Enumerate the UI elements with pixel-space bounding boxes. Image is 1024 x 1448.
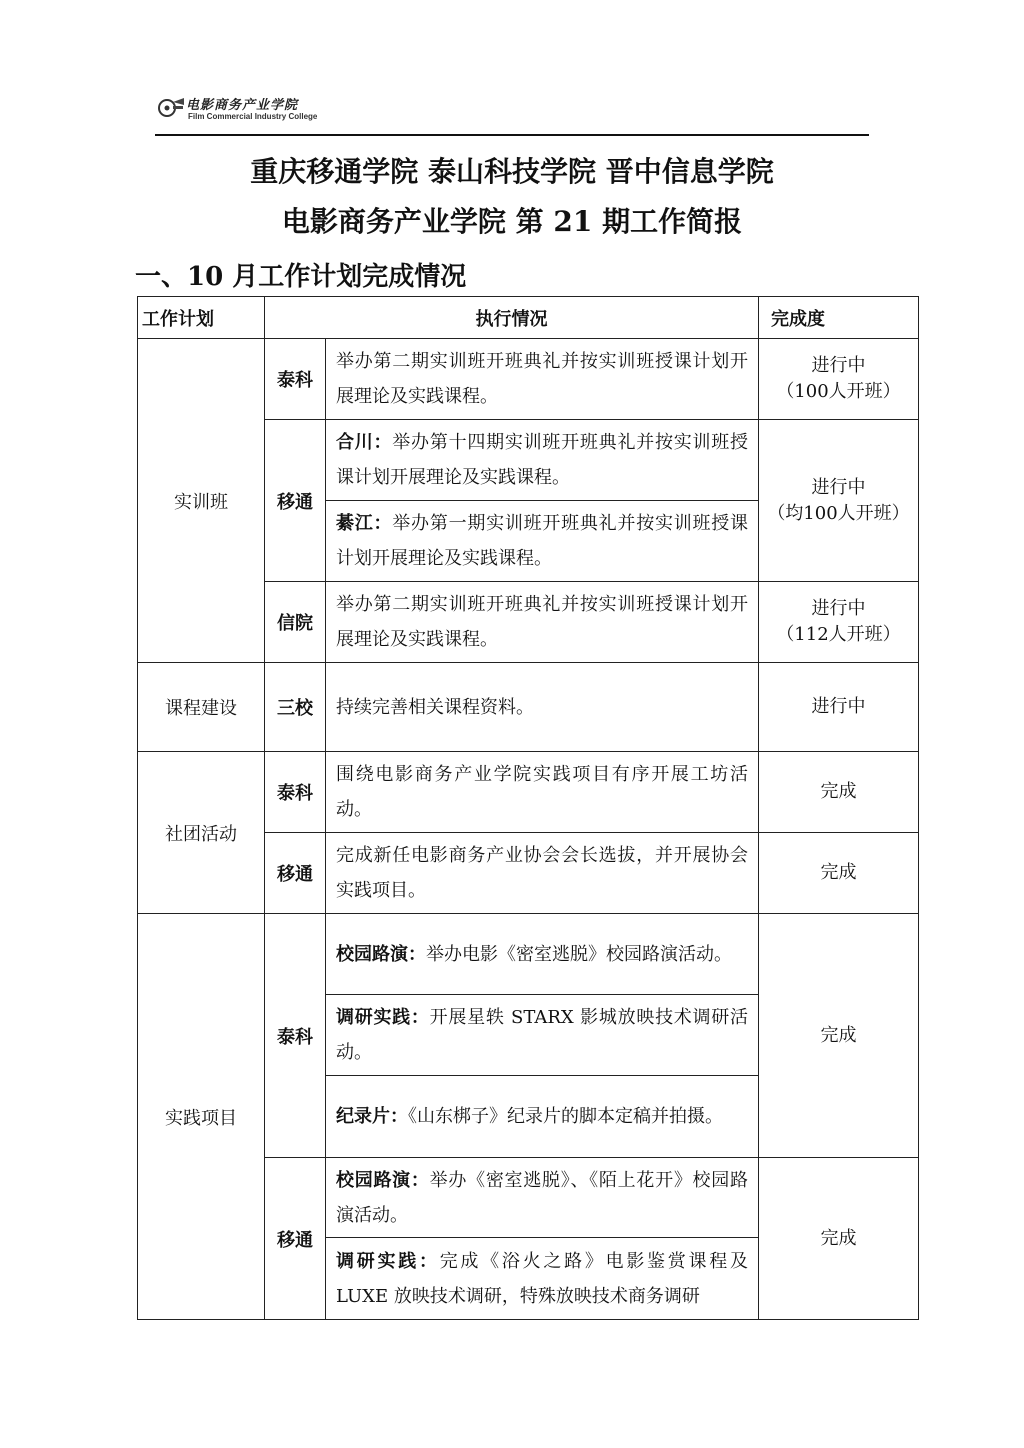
execution-text: 持续完善相关课程资料。 <box>336 696 534 718</box>
status-text: 进行中 <box>811 598 866 619</box>
school-cell: 移通 <box>265 1158 326 1320</box>
execution-cell <box>326 1238 759 1320</box>
status-note: （112人开班） <box>776 624 901 645</box>
status-text: 完成 <box>820 1024 857 1046</box>
execution-label: 校园路演： <box>336 943 426 965</box>
school-cell: 泰科 <box>265 752 326 833</box>
execution-cell <box>326 914 759 995</box>
report-title-line1: 重庆移通学院 泰山科技学院 晋中信息学院 <box>250 155 774 188</box>
table-header-row <box>138 297 919 339</box>
execution-cell <box>326 752 759 833</box>
college-logo <box>158 92 328 130</box>
table-row <box>138 339 919 420</box>
status-text: 进行中 <box>811 476 866 498</box>
execution-cell <box>326 501 759 582</box>
section-heading: 一、10 月工作计划完成情况 <box>135 262 467 292</box>
execution-text: 举办第一期实训班开班典礼并按实训班授课计划开展理论及实践课程。 <box>336 513 749 569</box>
report-title-line2: 电影商务产业学院 第 21 期工作简报 <box>281 205 743 238</box>
execution-label: 綦江： <box>336 513 393 534</box>
logo-english-name: Film Commercial Industry College <box>188 112 318 121</box>
school-cell: 信院 <box>265 582 326 663</box>
school-cell: 三校 <box>265 663 326 752</box>
execution-cell <box>326 1158 759 1238</box>
status-cell <box>759 1158 919 1320</box>
table-row <box>138 752 919 833</box>
execution-text: 完成新任电影商务产业协会会长选拔，并开展协会实践项目。 <box>336 845 748 901</box>
status-text: 进行中 <box>811 696 866 717</box>
school-cell: 泰科 <box>265 914 326 1158</box>
status-cell <box>759 582 919 663</box>
school-cell: 移通 <box>265 420 326 582</box>
execution-label: 纪录片： <box>336 1106 408 1127</box>
plan-cell: 课程建设 <box>138 663 265 752</box>
execution-cell <box>326 663 759 752</box>
school-cell: 泰科 <box>265 339 326 420</box>
execution-label: 调研实践： <box>336 1007 430 1028</box>
status-cell <box>759 663 919 752</box>
status-note: （100人开班） <box>776 381 901 402</box>
execution-text: 举办电影《密室逃脱》校园路演活动。 <box>426 943 732 965</box>
execution-text: 举办《密室逃脱》、《陌上花开》校园路演活动。 <box>336 1169 749 1226</box>
work-plan-table <box>137 296 919 1320</box>
table-row <box>138 914 919 995</box>
status-text: 完成 <box>820 862 857 883</box>
film-reel-icon <box>158 96 184 120</box>
plan-cell: 实践项目 <box>138 914 265 1320</box>
header-execution: 执行情况 <box>265 297 759 339</box>
status-text: 进行中 <box>811 355 866 376</box>
plan-cell: 社团活动 <box>138 752 265 914</box>
status-cell <box>759 339 919 420</box>
execution-text: 开展星轶 STARX 影城放映技术调研活动。 <box>336 1007 748 1063</box>
execution-text: 举办第十四期实训班开班典礼并按实训班授课计划开展理论及实践课程。 <box>336 432 749 488</box>
execution-label: 校园路演： <box>336 1169 430 1191</box>
table-row <box>138 663 919 752</box>
status-text: 完成 <box>820 1227 857 1249</box>
execution-cell <box>326 582 759 663</box>
header-divider <box>155 134 869 136</box>
execution-text: 举办第二期实训班开班典礼并按实训班授课计划开展理论及实践课程。 <box>336 594 748 650</box>
execution-text: 围绕电影商务产业学院实践项目有序开展工坊活动。 <box>336 764 748 820</box>
school-cell: 移通 <box>265 833 326 914</box>
execution-text: 完成《浴火之路》电影鉴赏课程及 LUXE 放映技术调研，特殊放映技术商务调研 <box>336 1250 749 1307</box>
header-completion: 完成度 <box>759 297 919 339</box>
execution-cell <box>326 995 759 1076</box>
execution-text: 《山东梆子》纪录片的脚本定稿并拍摄。 <box>408 1106 723 1127</box>
execution-cell <box>326 339 759 420</box>
execution-cell <box>326 833 759 914</box>
execution-text: 举办第二期实训班开班典礼并按实训班授课计划开展理论及实践课程。 <box>336 351 748 407</box>
status-note: （均100人开班） <box>767 502 910 524</box>
status-cell <box>759 833 919 914</box>
status-cell <box>759 752 919 833</box>
status-cell <box>759 420 919 582</box>
logo-chinese-name: 电影商务产业学院 <box>186 98 299 113</box>
header-plan: 工作计划 <box>138 297 265 339</box>
execution-cell <box>326 420 759 501</box>
status-text: 完成 <box>820 781 857 802</box>
execution-label: 合川： <box>336 432 393 453</box>
execution-cell <box>326 1076 759 1158</box>
status-cell <box>759 914 919 1158</box>
plan-cell: 实训班 <box>138 339 265 663</box>
execution-label: 调研实践： <box>336 1250 440 1272</box>
